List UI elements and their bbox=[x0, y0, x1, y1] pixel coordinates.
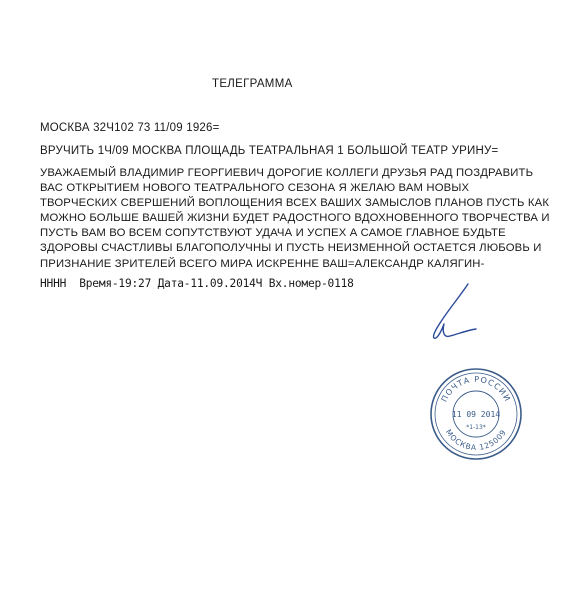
signature-mark bbox=[420, 280, 480, 350]
postal-stamp bbox=[428, 366, 524, 462]
stamp-date: 11 09 2014 bbox=[451, 410, 501, 419]
message-line: ПРИЗНАНИЕ ЗРИТЕЛЕЙ ВСЕГО МИРА ИСКРЕННЕ ВАШ=АЛЕКСАНДР КАЛЯГИН- bbox=[40, 257, 485, 270]
stamp-top-text: ПОЧТА РОССИИ bbox=[439, 374, 513, 404]
message-line: ПУСТЬ ВАМ ВО ВСЕМ СОПУТСТВУЮТ УДАЧА И УСПЕХ А САМОЕ ГЛАВНОЕ БУДЬТЕ bbox=[40, 227, 506, 240]
message-line: МОЖНО БОЛЬШЕ ВАШЕЙ ЖИЗНИ БУДЕТ РАДОСТНОГО ВДОХНОВЕННОГО ТВОРЧЕСТВА И bbox=[40, 212, 550, 225]
stamp-mark: *1-13* bbox=[466, 424, 486, 431]
receipt-footer: НННН Время-19:27 Дата-11.09.2014Ч Вх.номер-0118 bbox=[40, 277, 354, 290]
message-line: ВАС ОТКРЫТИЕМ НОВОГО ТЕАТРАЛЬНОГО СЕЗОНА Я ЖЕЛАЮ ВАМ НОВЫХ bbox=[40, 182, 470, 195]
header-line: МОСКВА 32Ч102 73 11/09 1926= bbox=[40, 122, 220, 134]
stamp-bottom-text: МОСКВА 125009 bbox=[443, 427, 509, 453]
message-line: ЗДОРОВЫ СЧАСТЛИВЫ БЛАГОПОЛУЧНЫ И ПУСТЬ НЕИЗМЕННОЙ ОСТАЕТСЯ ЛЮБОВЬ И bbox=[40, 242, 542, 255]
message-line: ТВОРЧЕСКИХ СВЕРШЕНИЙ ВОПЛОЩЕНИЯ ВСЕХ ВАШИХ ЗАМЫСЛОВ ПЛАНОВ ПУСТЬ КАК bbox=[40, 197, 550, 210]
document-title: ТЕЛЕГРАММА bbox=[212, 78, 293, 90]
address-line: ВРУЧИТЬ 1Ч/09 МОСКВА ПЛОЩАДЬ ТЕАТРАЛЬНАЯ 1 БОЛЬШОЙ ТЕАТР УРИНУ= bbox=[40, 145, 499, 157]
message-line: УВАЖАЕМЫЙ ВЛАДИМИР ГЕОРГИЕВИЧ ДОРОГИЕ КОЛЛЕГИ ДРУЗЬЯ РАД ПОЗДРАВИТЬ bbox=[40, 167, 534, 179]
message-body bbox=[40, 166, 550, 272]
svg-text:ПОЧТА РОССИИ bbox=[440, 375, 513, 403]
